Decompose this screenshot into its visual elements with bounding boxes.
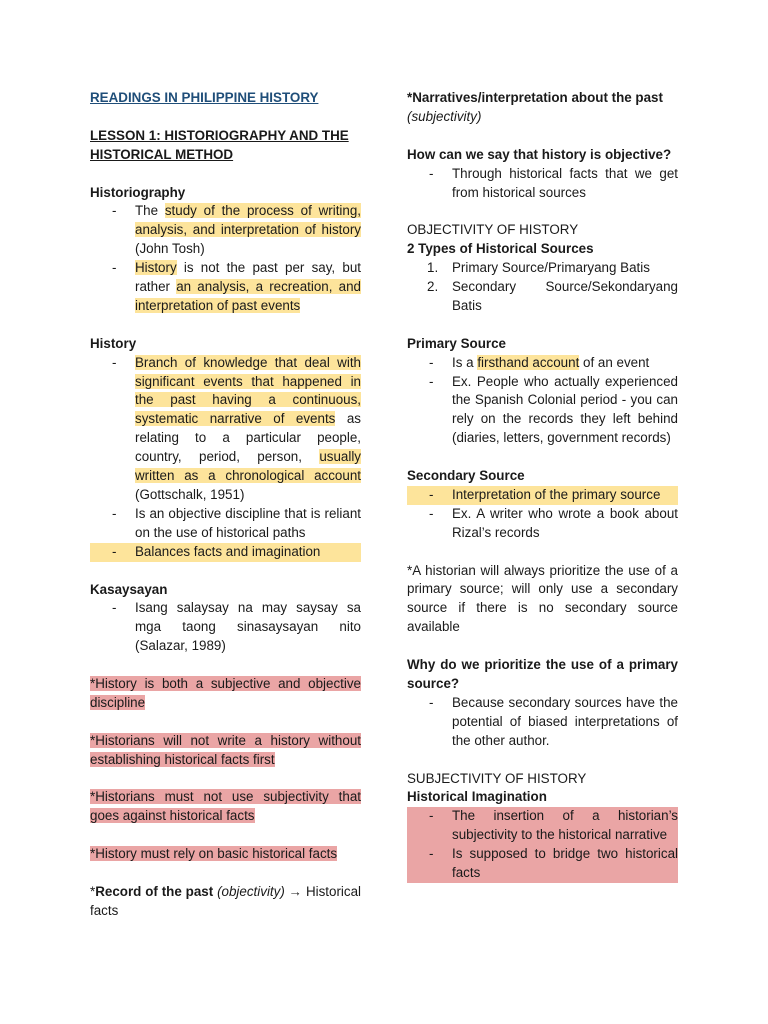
left-column <box>90 89 361 921</box>
source-types-list <box>407 259 678 316</box>
history-list <box>90 354 361 562</box>
historical-imagination-heading: Historical Imagination <box>407 789 547 805</box>
dash-marker: - <box>429 694 434 710</box>
list-item: - Ex. A writer who wrote a book about Rizal’s records <box>429 505 678 540</box>
right-column <box>407 89 678 883</box>
highlight: Branch of knowledge that deal with significant events that happened in the past having a continuous, systematic narrative of events <box>135 354 361 427</box>
dash-marker: - <box>112 354 117 370</box>
secondary-source-heading: Secondary Source <box>407 468 525 484</box>
list-item: 2. Secondary Source/Sekondaryang Batis <box>427 279 678 313</box>
list-item: - Balances facts and imagination <box>90 543 361 562</box>
why-list <box>407 694 678 751</box>
dash-marker: - <box>429 846 434 862</box>
dash-marker: - <box>429 486 434 502</box>
note: *Historians will not write a history without establishing historical facts first <box>90 732 361 767</box>
note: *History is both a subjective and objective discipline <box>90 676 361 710</box>
why-question: Why do we prioritize the use of a primary source? <box>407 657 678 691</box>
number-marker: 1. <box>427 260 439 276</box>
highlight: an analysis, a recreation, and interpretation of past events <box>135 279 362 313</box>
dash-marker: - <box>429 165 434 181</box>
historical-imagination-list <box>407 807 678 883</box>
list-item: - The study of the process of writing, analysis, and interpretation of history (John Tosh) <box>112 203 362 257</box>
lesson-title: LESSON 1: HISTORIOGRAPHY AND THE HISTORICAL METHOD <box>90 127 349 162</box>
dash-marker: - <box>112 505 117 521</box>
historiography-list <box>90 202 361 315</box>
historiography-heading: Historiography <box>90 184 186 200</box>
note: *History must rely on basic historical facts <box>90 846 338 862</box>
list-item: - Is a firsthand account of an event <box>407 354 678 373</box>
document-title: READINGS IN PHILIPPINE HISTORY <box>90 90 319 105</box>
dash-marker: - <box>429 505 434 521</box>
list-item: - Isang salaysay na may saysay sa mga taong sinasaysayan nito (Salazar, 1989) <box>112 600 361 654</box>
dash-marker: - <box>112 260 117 276</box>
list-item: - History is not the past per say, but rather an analysis, a recreation, and interpretation of past events <box>112 260 362 313</box>
dash-marker: - <box>429 354 434 370</box>
highlight: firsthand account <box>477 354 580 370</box>
source-types-heading: 2 Types of Historical Sources <box>407 241 594 257</box>
list-item: 1. Primary Source/Primaryang Batis <box>407 259 678 278</box>
list-item: - Ex. People who actually experienced the Spanish Colonial period - you can rely on the records they left behind (diaries, letters, government records) <box>429 373 678 446</box>
list-item: - The insertion of a historian’s subjectivity to the historical narrative <box>407 807 678 845</box>
list-item: - Is supposed to bridge two historical facts <box>407 845 678 883</box>
list-item: - Because secondary sources have the potential of biased interpretations of the other author. <box>429 694 678 748</box>
dash-marker: - <box>112 203 117 219</box>
list-item: - Is an objective discipline that is reliant on the use of historical paths <box>112 505 361 540</box>
kasaysayan-heading: Kasaysayan <box>90 581 168 597</box>
dash-marker: - <box>429 808 434 824</box>
list-item: - Through historical facts that we get from historical sources <box>429 165 678 200</box>
highlight: History <box>135 260 177 276</box>
objectivity-heading: OBJECTIVITY OF HISTORY <box>407 222 579 238</box>
list-item: - Interpretation of the primary source <box>407 486 678 505</box>
narratives-subtitle: (subjectivity) <box>407 108 482 124</box>
number-marker: 2. <box>427 279 439 295</box>
narratives-note: *Narratives/interpretation about the past <box>407 90 663 105</box>
dash-marker: - <box>112 543 117 559</box>
primary-source-heading: Primary Source <box>407 335 506 351</box>
history-heading: History <box>90 335 137 351</box>
highlight: study of the process of writing, analysis, and interpretation of history <box>135 203 362 238</box>
objective-list <box>407 165 678 203</box>
objective-question: How can we say that history is objective? <box>407 146 672 162</box>
record-note: *Record of the past (objectivity) → Historical facts <box>90 883 361 918</box>
dash-marker: - <box>112 600 117 616</box>
list-item: - Branch of knowledge that deal with significant events that happened in the past having a continuous, systematic narrative of events as relating to a particular people, country, period, person, usually written as a chronological account (Gottschalk, 1951) <box>112 354 361 502</box>
primary-source-list <box>407 354 678 449</box>
dash-marker: - <box>429 373 434 389</box>
highlight: usually written as a chronological account <box>135 449 361 484</box>
kasaysayan-list <box>90 599 361 656</box>
note: *Historians must not use subjectivity that goes against historical facts <box>90 789 361 824</box>
prioritize-note: *A historian will always prioritize the use of a primary source; will only use a secondary source if there is no secondary source available <box>407 562 678 635</box>
subjectivity-heading: SUBJECTIVITY OF HISTORY <box>407 770 587 786</box>
secondary-source-list <box>407 486 678 543</box>
